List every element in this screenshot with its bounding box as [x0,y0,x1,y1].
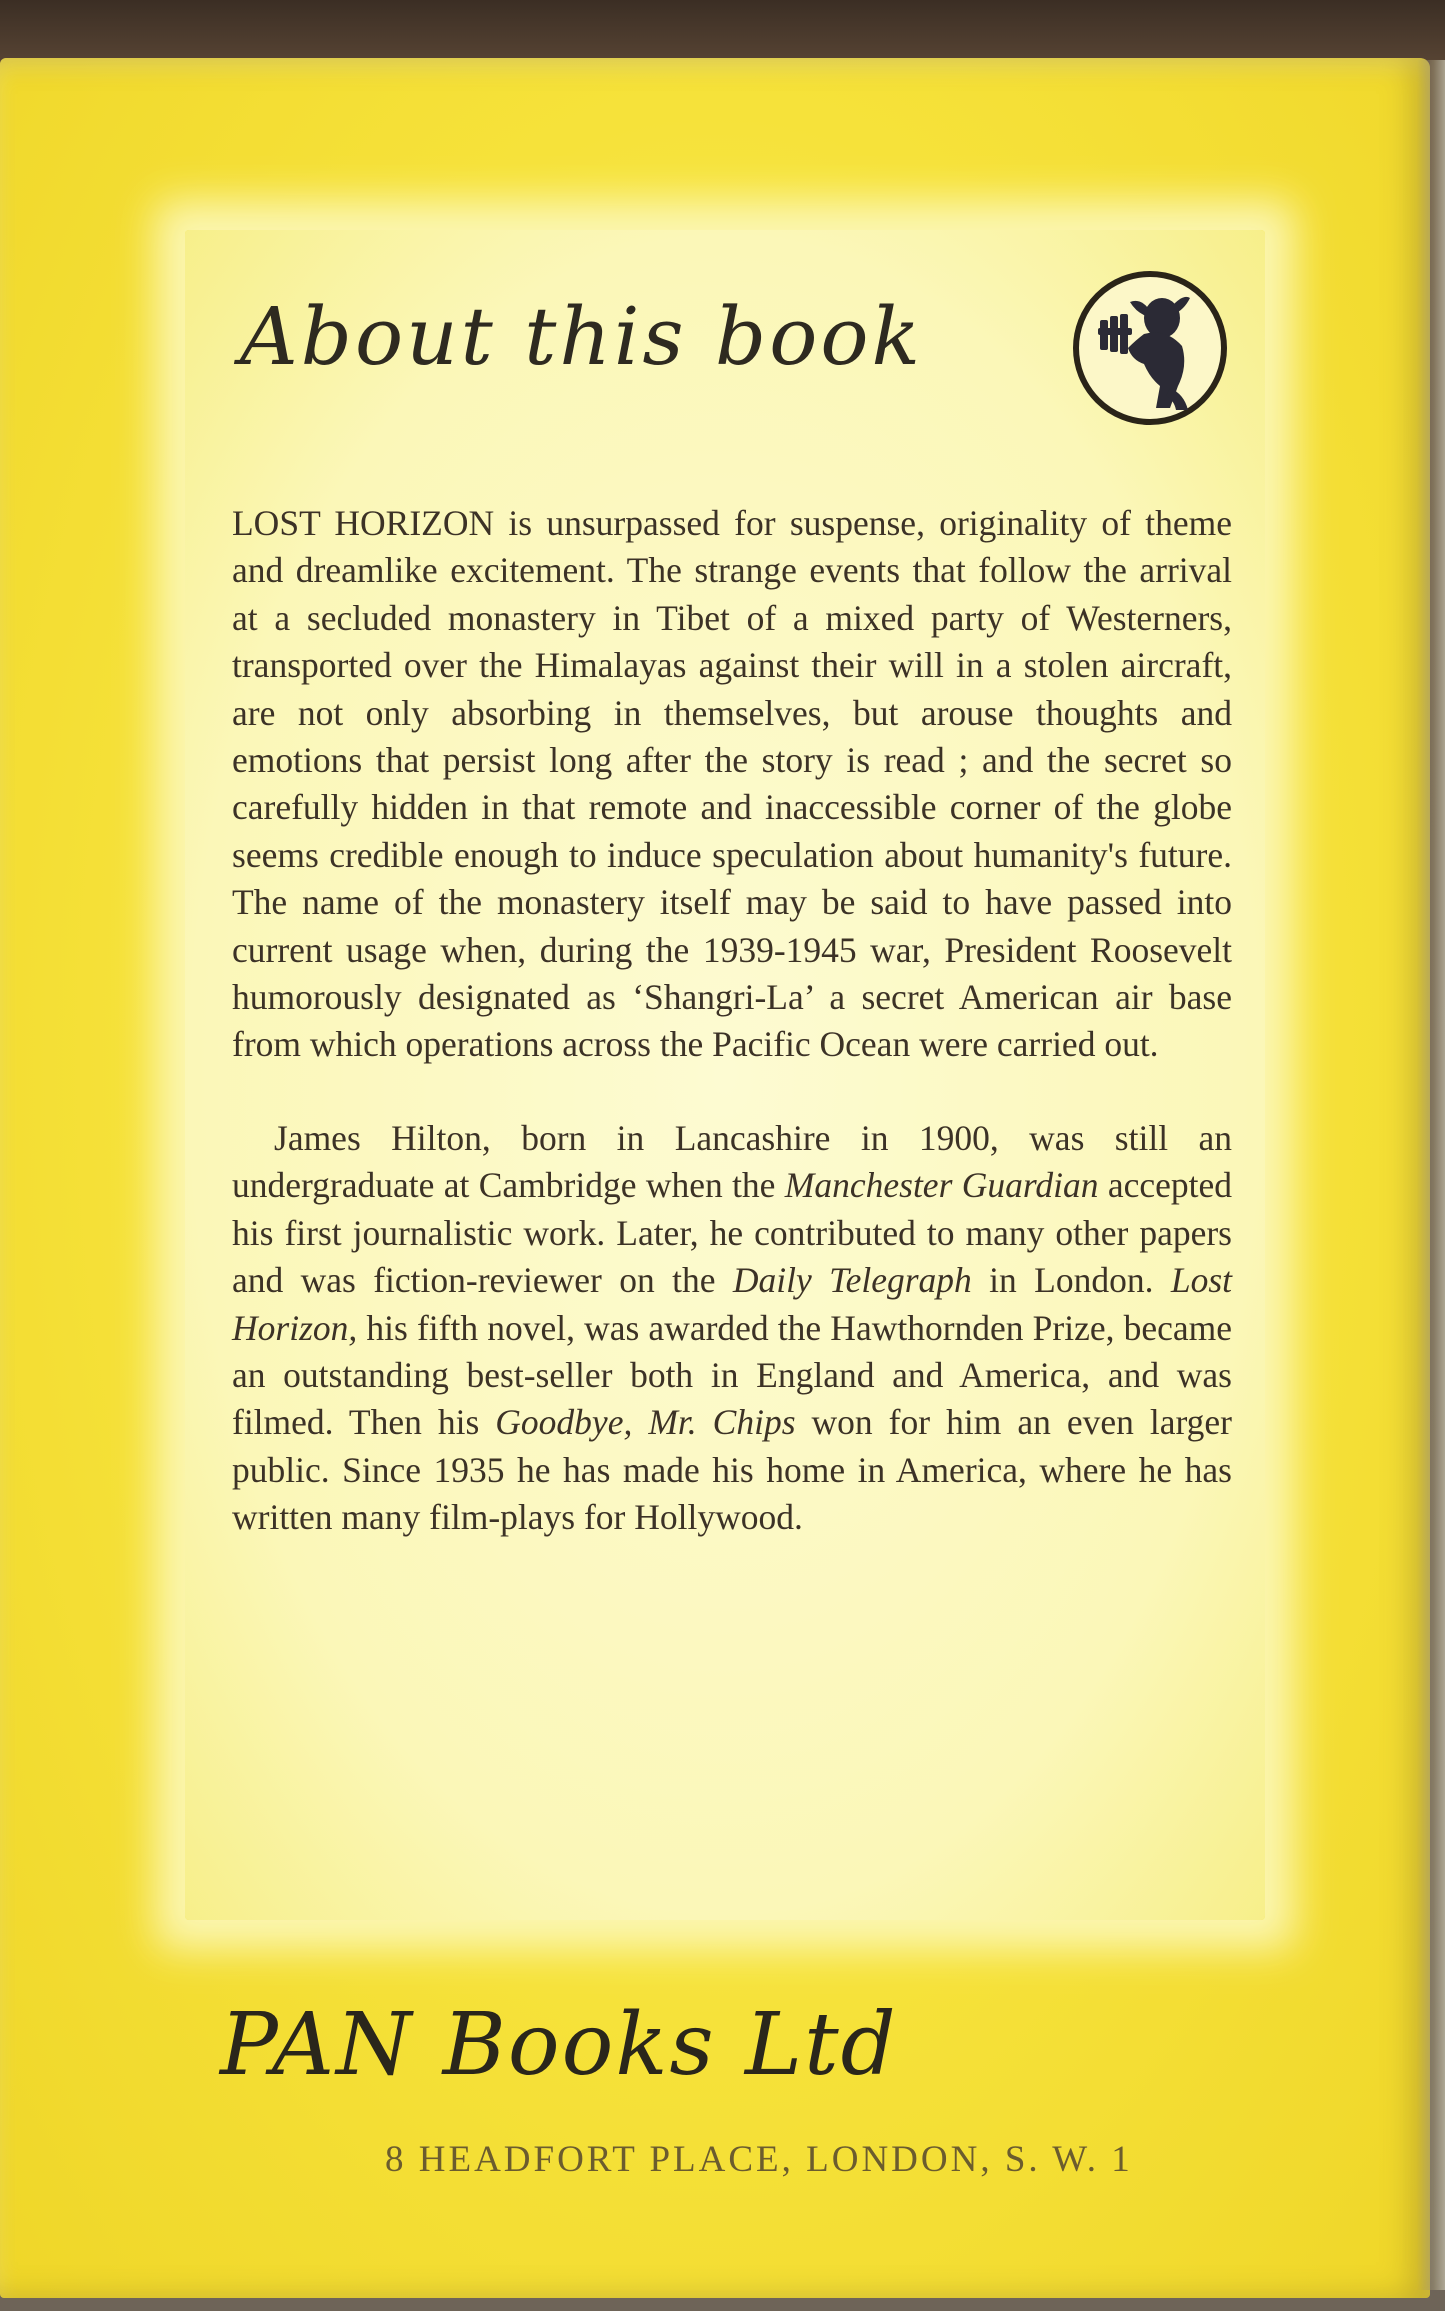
bio-text-4: his fifth novel, was awarded the Hawthornden Prize, became an outstanding best-seller both in England and America, and was filmed. Then his [232,1307,1232,1443]
book-title-lost-horizon: Lost Horizon, [232,1260,1232,1348]
bio-text-2: accepted his first journalistic work. Later, he contributed to many other papers and was fiction-reviewer on the [232,1165,1233,1301]
bio-text-1: James Hilton, born in Lancashire in 1900, was still an undergraduate at Cambridge when the [232,1117,1232,1206]
bio-text-3: in London. [971,1260,1171,1301]
newspaper-title-daily-telegraph: Daily Telegraph [732,1260,972,1301]
bio-text-5: won for him an even larger public. Since 1935 he has made his home in America, where he has written many film-plays for Hollywood. [232,1402,1232,1538]
author-biography-paragraph [232,1115,1232,1542]
pan-piper-logo-icon [1070,268,1230,428]
cover-worn-edge [1417,60,1445,2290]
publisher-name: PAN Books Ltd [220,1995,898,2095]
description-text [232,500,1232,1542]
book-title-goodbye-mr-chips: Goodbye, Mr. Chips [495,1402,796,1443]
newspaper-title-manchester-guardian: Manchester Guardian [784,1165,1099,1206]
synopsis-paragraph: LOST HORIZON is unsurpassed for suspense, originality of theme and dreamlike excitement. The strange events that follow the arrival at a secluded monastery in Tibet of a mixed party of Westerners, transported over the Himalayas against their will in a stolen aircraft, are not only absorbing in themselves, but arouse thoughts and emotions that persist long after the story is read ; and the secret so carefully hidden in that remote and inaccessible corner of the globe seems credible enough to induce speculation about humanity's future. The name of the monastery itself may be said to have passed into current usage when, during the 1939-1945 war, President Roosevelt humorously designated as ‘Shangri-La’ a secret American air base from which operations across the Pacific Ocean were carried out. [232,503,1232,1065]
page-title: About this book [240,290,924,383]
publisher-address: 8 HEADFORT PLACE, LONDON, S. W. 1 [385,2139,1133,2180]
